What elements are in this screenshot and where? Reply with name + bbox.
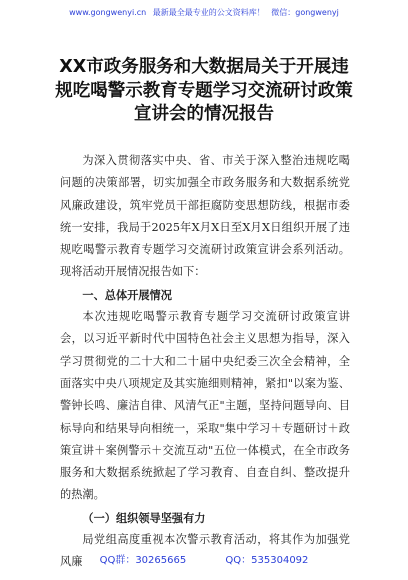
qq-contact: QQ：535304092 (225, 555, 309, 566)
qq-group: QQ群：30265665 (99, 555, 187, 566)
document-body (60, 150, 350, 574)
header-banner (0, 0, 408, 26)
intro-paragraph: 为深入贯彻落实中央、省、市关于深入整治违规吃喝问题的决策部署，切实加强全市政务服务和大数据系统党风廉政建设，筑牢党员干部拒腐防变思想防线，根据市委统一安排，我局于2025年X月X日至X月X日组织开展了违规吃喝警示教育专题学习交流研讨政策宣讲会系列活动。现将活动开展情况报告如下： (60, 154, 350, 279)
overview-paragraph: 本次违规吃喝警示教育专题学习交流研讨政策宣讲会，以习近平新时代中国特色社会主义思想为指导，深入学习贯彻党的二十大和二十届中央纪委三次全会精神，全面落实中央八项规定及其实施细则精神，紧扣"以案为鉴、警钟长鸣、廉洁自律、风清气正"主题，坚持问题导向、目标导向和结果导向相统一，采取"集中学习＋专题研讨＋政策宣讲＋案例警示＋交流互动"五位一体模式，在全市政务服务和大数据系统掀起了学习教育、自查自纠、整改提升的热潮。 (60, 310, 350, 502)
banner-wechat: 微信：gongwenyj (271, 8, 339, 17)
leadership-paragraph: 局党组高度重视本次警示教育活动，将其作为加强党风廉 (60, 533, 350, 569)
section-heading-overview: 一、总体开展情况 (82, 287, 172, 302)
footer-contact (0, 551, 408, 571)
page-title: XX市政务服务和大数据局关于开展违规吃喝警示教育专题学习交流研讨政策宣讲会的情况报告 (55, 57, 353, 124)
subsection-heading-leadership: （一）组织领导坚强有力 (82, 510, 206, 525)
banner-tagline: 最新最全最专业的公文资料库！ (152, 8, 265, 17)
site-url-link[interactable]: www.gongwenyi.cn (69, 8, 147, 17)
